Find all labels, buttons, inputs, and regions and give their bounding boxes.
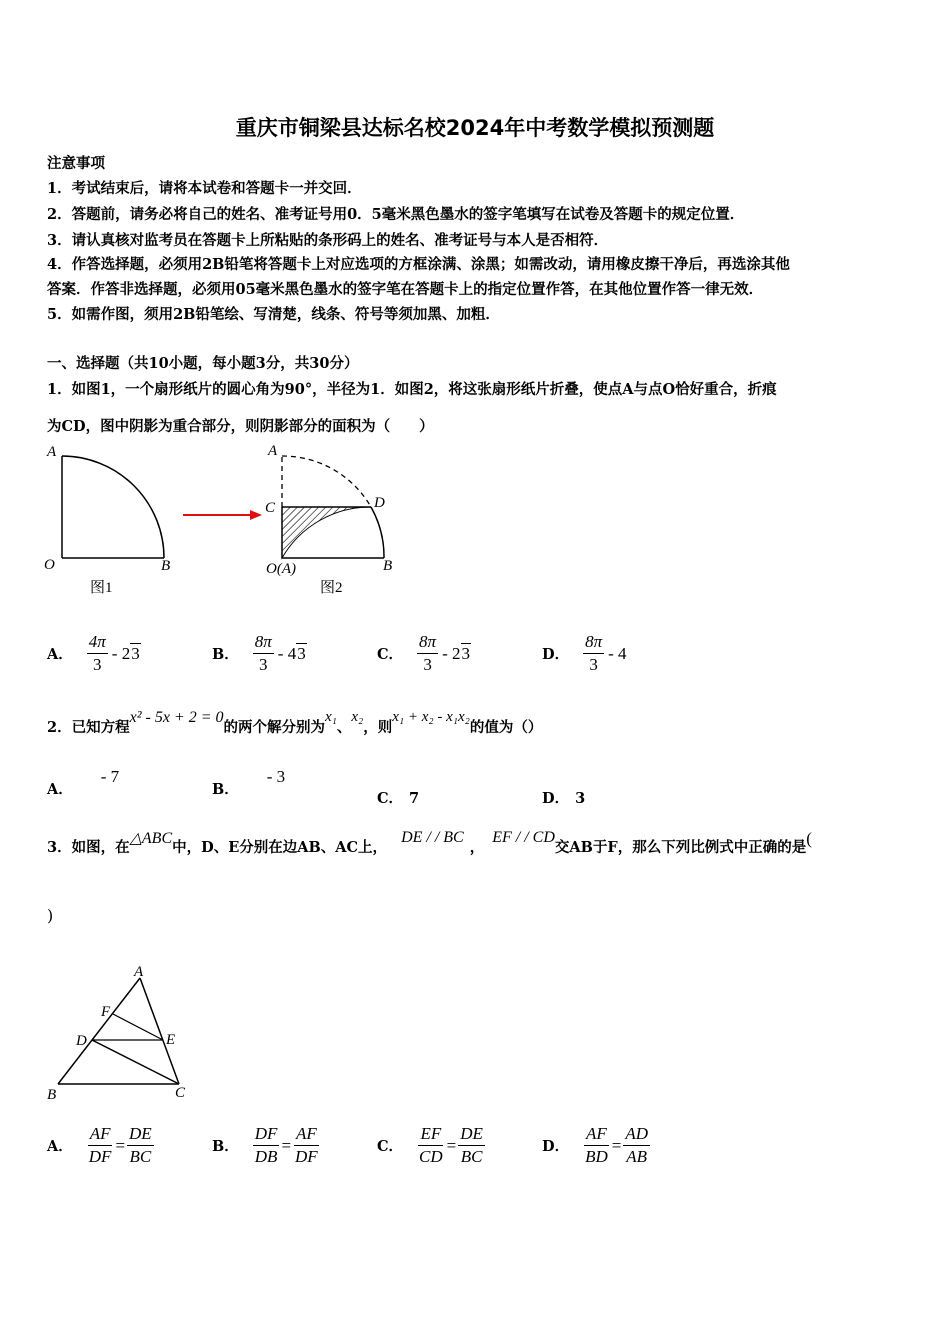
q3-label-a: A bbox=[134, 964, 144, 980]
fig1-caption: 图1 bbox=[90, 580, 113, 596]
q2-option-d[interactable]: D． 3 bbox=[542, 790, 586, 807]
q1-option-d[interactable]: D． $\frac{8\pi}{3}$ - 4 bbox=[542, 632, 627, 674]
fig1-label-b: B bbox=[161, 558, 171, 574]
fig2-caption: 图2 bbox=[320, 580, 343, 596]
q1-option-b[interactable]: B． $\frac{8\pi}{3}$ - 4 3 bbox=[212, 632, 306, 674]
notice-item: 1．考试结束后，请将本试卷和答题卡一并交回． bbox=[47, 180, 362, 197]
q1-figure-1 bbox=[40, 440, 190, 600]
notice-item: 3．请认真核对监考员在答题卡上所粘贴的条形码上的姓名、准考证号与本人是否相符． bbox=[47, 232, 609, 249]
q2-option-a[interactable]: A． - 7 bbox=[47, 767, 120, 798]
fraction: $\frac{8\pi}{3}$ bbox=[419, 632, 437, 674]
q2-expression: x₁ + x₂ - x₁x₂ bbox=[392, 709, 470, 725]
fraction: $\frac{4\pi}{3}$ bbox=[88, 632, 106, 674]
q3-label-e: E bbox=[166, 1032, 176, 1048]
notice-item: 2．答题前，请务必将自己的姓名、准考证号用0．5毫米黑色墨水的签字笔填写在试卷及答题卡的规定位置． bbox=[47, 206, 745, 223]
q3-triangle-figure bbox=[40, 960, 200, 1105]
arrow-icon bbox=[180, 505, 265, 525]
option-label: B． bbox=[212, 646, 239, 663]
q3-label-f: F bbox=[101, 1004, 111, 1020]
option-label: A． bbox=[47, 646, 73, 663]
notice-item: 答案．作答非选择题，必须用05毫米黑色墨水的签字笔在答题卡上的指定位置作答，在其他位置作答一律无效． bbox=[47, 281, 764, 298]
q2-text: 2．已知方程 x² - 5x + 2 = 0 的两个解分别为 x₁ 、 x₂ ，则 x₁ + x₂ - x₁x₂ 的值为（） bbox=[47, 708, 543, 736]
q3-close-paren: ) bbox=[47, 906, 54, 925]
q3-label-b: B bbox=[47, 1087, 57, 1103]
fig2-label-b: B bbox=[383, 558, 393, 574]
q2-equation: x² - 5x + 2 = 0 bbox=[129, 708, 224, 726]
fig2-label-d: D bbox=[374, 495, 385, 511]
q3-label-d: D bbox=[76, 1033, 87, 1049]
q1-option-a[interactable]: A． $\frac{4\pi}{3}$ - 2 3 bbox=[47, 632, 140, 674]
notice-item: 5．如需作图，须用2B铅笔绘、写清楚，线条、符号等须加黑、加粗． bbox=[47, 306, 500, 323]
option-label: D． bbox=[542, 646, 570, 663]
fraction: $\frac{8\pi}{3}$ bbox=[585, 632, 603, 674]
q1-text-line2: 为CD，图中阴影为重合部分，则阴影部分的面积为（ ） bbox=[47, 418, 434, 435]
q1-figure-2 bbox=[258, 440, 418, 600]
option-label: C． bbox=[377, 646, 404, 663]
fig2-label-c: C bbox=[265, 500, 276, 516]
fig2-label-oa: O(A) bbox=[266, 561, 296, 577]
q3-option-a[interactable]: A． $\frac{AF}{DF}$ = $\frac{DE}{BC}$ bbox=[47, 1124, 152, 1166]
notice-heading: 注意事项 bbox=[47, 155, 105, 172]
q1-text-line1: 1．如图1，一个扇形纸片的圆心角为90°，半径为1．如图2，将这张扇形纸片折叠，使点A与点O恰好重合，折痕 bbox=[47, 381, 777, 398]
q3-label-c: C bbox=[175, 1085, 186, 1101]
q1-option-c[interactable]: C． $\frac{8\pi}{3}$ - 2 3 bbox=[377, 632, 470, 674]
fraction: $\frac{8\pi}{3}$ bbox=[254, 632, 272, 674]
page-title: 重庆市铜梁县达标名校2024年中考数学模拟预测题 bbox=[235, 116, 715, 140]
fig1-label-o: O bbox=[44, 557, 55, 573]
section-heading: 一、选择题（共10小题，每小题3分，共30分） bbox=[47, 355, 359, 372]
q3-option-d[interactable]: D． $\frac{AF}{BD}$ = $\frac{AD}{AB}$ bbox=[542, 1124, 649, 1166]
q3-option-b[interactable]: B． $\frac{DF}{DB}$ = $\frac{AF}{DF}$ bbox=[212, 1124, 318, 1166]
fig2-label-a: A bbox=[268, 443, 278, 459]
q3-option-c[interactable]: C． $\frac{EF}{CD}$ = $\frac{DE}{BC}$ bbox=[377, 1124, 483, 1166]
fig1-label-a: A bbox=[47, 444, 57, 460]
q2-option-b[interactable]: B． - 3 bbox=[212, 767, 286, 798]
q2-option-c[interactable]: C． 7 bbox=[377, 790, 420, 807]
notice-item: 4．作答选择题，必须用2B铅笔将答题卡上对应选项的方框涂满、涂黑；如需改动，请用橡皮擦干净后，再选涂其他 bbox=[47, 256, 790, 273]
q3-text: 3．如图，在 △ABC 中，D、E分别在边AB、AC上， DE / / BC ， EF / / CD 交AB于F，那么下列比例式中正确的是 ( bbox=[47, 828, 812, 856]
